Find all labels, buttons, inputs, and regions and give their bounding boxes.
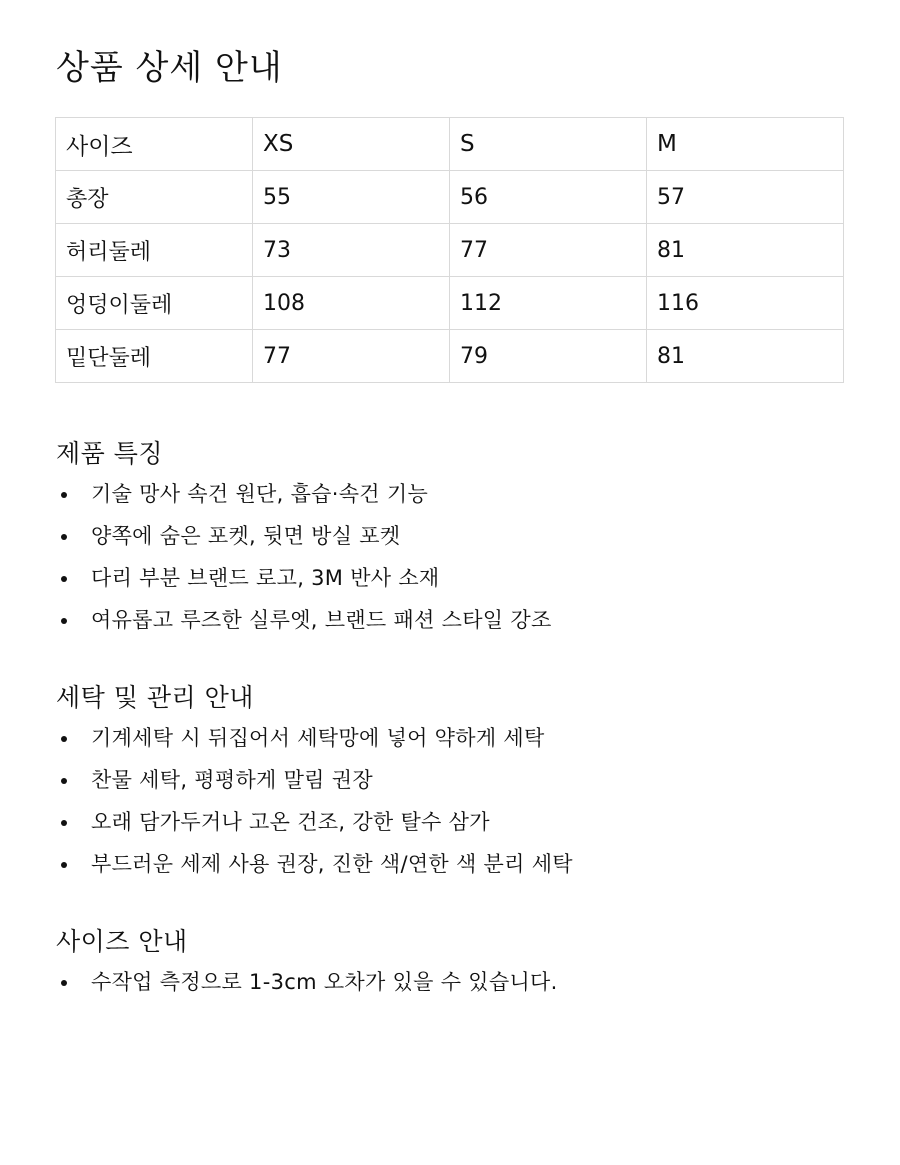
bullet-icon bbox=[61, 820, 67, 826]
list-item bbox=[56, 963, 856, 1005]
size-table-row bbox=[56, 171, 844, 224]
list-item-text: 수작업 측정으로 1-3cm 오차가 있을 수 있습니다. bbox=[91, 970, 558, 994]
size-table-cell: 77 bbox=[450, 224, 647, 277]
size-table-row-label: 허리둘레 bbox=[56, 224, 253, 277]
size-table-cell: 81 bbox=[647, 330, 844, 383]
list-item-text: 부드러운 세제 사용 권장, 진한 색/연한 색 분리 세탁 bbox=[91, 852, 573, 876]
size-table-header-cell: M bbox=[647, 118, 844, 171]
size-table-cell: 81 bbox=[647, 224, 844, 277]
bullet-icon bbox=[61, 618, 67, 624]
list-item bbox=[56, 559, 856, 601]
bullet-icon bbox=[61, 980, 67, 986]
size-table-header-row bbox=[56, 118, 844, 171]
list-item-text: 오래 담가두거나 고온 건조, 강한 탈수 삼가 bbox=[91, 810, 490, 834]
size-table-row bbox=[56, 224, 844, 277]
list-item-text: 다리 부분 브랜드 로고, 3M 반사 소재 bbox=[91, 566, 440, 590]
size-table-row-label: 총장 bbox=[56, 171, 253, 224]
list-item bbox=[56, 761, 856, 803]
size-table-row-label: 엉덩이둘레 bbox=[56, 277, 253, 330]
section-title: 세탁 및 관리 안내 bbox=[56, 683, 254, 712]
bullet-icon bbox=[61, 576, 67, 582]
size-table-cell: 116 bbox=[647, 277, 844, 330]
list-item bbox=[56, 719, 856, 761]
list-item bbox=[56, 601, 856, 643]
size-table-header-cell: 사이즈 bbox=[56, 118, 253, 171]
size-guide-section bbox=[56, 925, 856, 1005]
bullet-icon bbox=[61, 534, 67, 540]
list-item-text: 찬물 세탁, 평평하게 말림 권장 bbox=[91, 768, 373, 792]
size-table-cell: 77 bbox=[253, 330, 450, 383]
size-table-row bbox=[56, 277, 844, 330]
size-guide-list bbox=[56, 963, 856, 1005]
size-table-cell: 56 bbox=[450, 171, 647, 224]
list-item bbox=[56, 845, 856, 887]
section-title: 사이즈 안내 bbox=[56, 927, 188, 956]
size-table-cell: 108 bbox=[253, 277, 450, 330]
list-item bbox=[56, 803, 856, 845]
list-item bbox=[56, 517, 856, 559]
bullet-icon bbox=[61, 778, 67, 784]
bullet-icon bbox=[61, 736, 67, 742]
size-table-row-label: 밑단둘레 bbox=[56, 330, 253, 383]
page-title: 상품 상세 안내 bbox=[56, 48, 283, 88]
size-table-cell: 55 bbox=[253, 171, 450, 224]
size-table-row bbox=[56, 330, 844, 383]
list-item-text: 양쪽에 숨은 포켓, 뒷면 방실 포켓 bbox=[91, 524, 401, 548]
size-table-header-cell: S bbox=[450, 118, 647, 171]
bullet-icon bbox=[61, 862, 67, 868]
size-table-header-cell: XS bbox=[253, 118, 450, 171]
list-item bbox=[56, 475, 856, 517]
list-item-text: 기계세탁 시 뒤집어서 세탁망에 넣어 약하게 세탁 bbox=[91, 726, 545, 750]
list-item-text: 기술 망사 속건 원단, 흡습·속건 기능 bbox=[91, 482, 429, 506]
features-list bbox=[56, 475, 856, 643]
bullet-icon bbox=[61, 492, 67, 498]
list-item-text: 여유롭고 루즈한 실루엣, 브랜드 패션 스타일 강조 bbox=[91, 608, 552, 632]
care-section bbox=[56, 681, 856, 887]
size-table-cell: 73 bbox=[253, 224, 450, 277]
size-table-cell: 112 bbox=[450, 277, 647, 330]
size-table-cell: 57 bbox=[647, 171, 844, 224]
size-table-cell: 79 bbox=[450, 330, 647, 383]
features-section bbox=[56, 437, 856, 643]
care-list bbox=[56, 719, 856, 887]
section-title: 제품 특징 bbox=[56, 439, 164, 468]
size-table bbox=[55, 117, 844, 383]
